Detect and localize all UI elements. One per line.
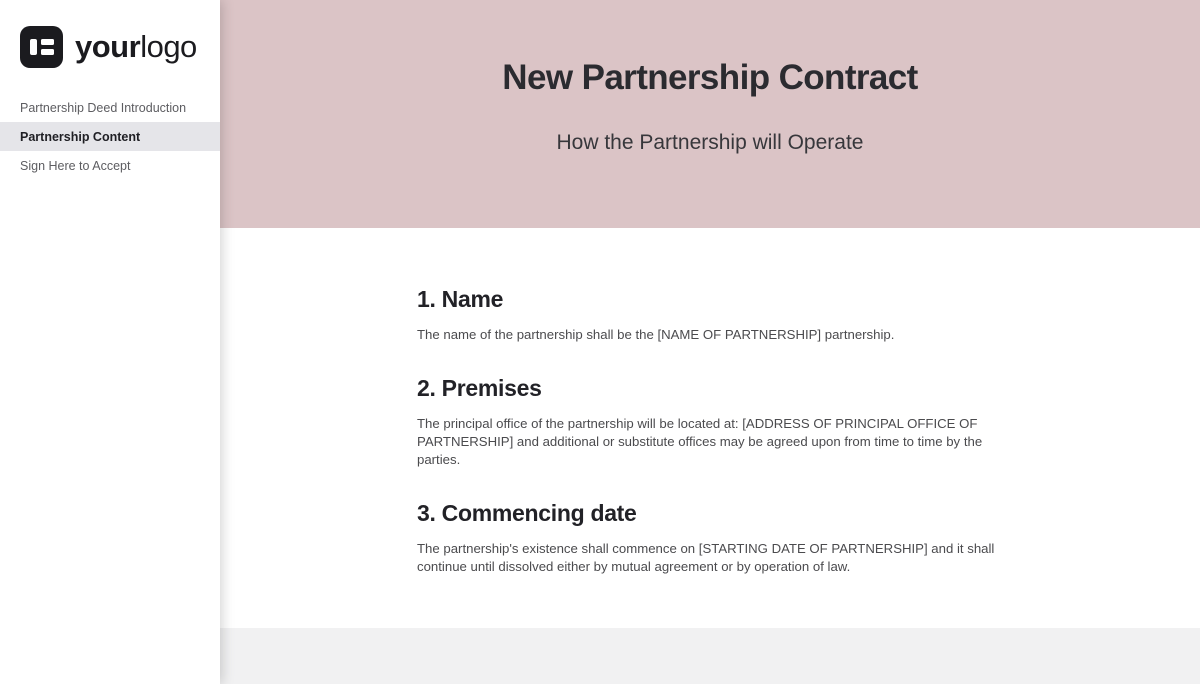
section-name bbox=[417, 285, 1017, 344]
section-text: The name of the partnership shall be the [NAME OF PARTNERSHIP] partnership. bbox=[417, 327, 895, 342]
page-end-background bbox=[220, 628, 1200, 684]
document-outline-nav bbox=[0, 93, 220, 180]
logo bbox=[0, 0, 220, 68]
section-text: The principal office of the partnership will be located at: [ADDRESS OF PRINCIPAL OFFICE OF PARTNERSHIP] and additional or substitute offices may be agreed upon from time to time by the parties. bbox=[417, 416, 983, 467]
document-subtitle: How the Partnership will Operate bbox=[556, 131, 864, 154]
nav-item-sign-here-to-accept[interactable]: Sign Here to Accept bbox=[20, 158, 131, 173]
section-heading: 3. Commencing date bbox=[417, 500, 637, 526]
logo-text-light: logo bbox=[140, 29, 197, 64]
nav-item-partnership-deed-introduction[interactable]: Partnership Deed Introduction bbox=[20, 100, 187, 115]
document-preview bbox=[220, 0, 1200, 684]
document-title: New Partnership Contract bbox=[502, 58, 918, 97]
document-body bbox=[220, 228, 1200, 628]
logo-icon bbox=[20, 26, 63, 68]
document-header-banner bbox=[220, 0, 1200, 228]
sidebar bbox=[0, 0, 220, 684]
section-heading: 1. Name bbox=[417, 286, 504, 312]
logo-text bbox=[75, 29, 197, 65]
section-commencing-date bbox=[417, 499, 1017, 576]
document-content-column bbox=[417, 285, 1017, 576]
section-text: The partnership's existence shall commence on [STARTING DATE OF PARTNERSHIP] and it shall continue until dissolved either by mutual agreement or by operation of law. bbox=[417, 541, 995, 574]
section-premises bbox=[417, 374, 1017, 469]
section-heading: 2. Premises bbox=[417, 375, 542, 401]
logo-text-bold: your bbox=[75, 29, 141, 64]
layout-glyph-icon bbox=[30, 39, 54, 55]
nav-item-partnership-content[interactable]: Partnership Content bbox=[0, 122, 220, 151]
